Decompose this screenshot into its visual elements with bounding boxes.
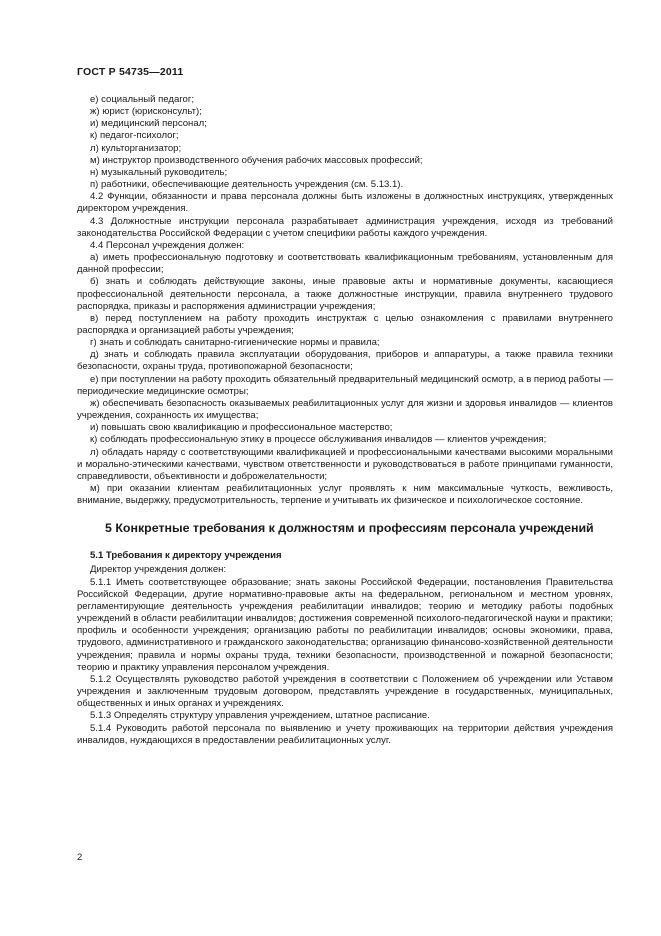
requirement-item: к) соблюдать профессиональную этику в процессе обслуживания инвалидов — клиентов учреждения; <box>90 434 547 446</box>
document-header: ГОСТ Р 54735—2011 <box>77 66 184 78</box>
list-item: к) педагог-психолог; <box>90 130 179 142</box>
section-heading: 5 Конкретные требования к должностям и профессиям персонала учреждений <box>105 521 594 536</box>
list-item: н) музыкальный руководитель; <box>90 166 228 178</box>
list-item: п) работники, обеспечивающие деятельность учреждения (см. 5.13.1). <box>90 179 404 191</box>
requirement-item: л) обладать наряду с соответствующими квалификацией и профессиональными качествами высокими моральными и морально-этическими качествами, чувством ответственности и руководствоваться в работе принципами гуманности, справедливости, объективности и доброжелательности; <box>77 446 613 482</box>
list-item: м) инструктор производственного обучения рабочих массовых профессий; <box>90 154 423 166</box>
requirement-item: а) иметь профессиональную подготовку и соответствовать квалификационным требованиям, установленным для данной профессии; <box>77 252 613 276</box>
section-lead: Директор учреждения должен: <box>90 564 227 576</box>
clause-4-3: 4.3 Должностные инструкции персонала разрабатывает администрация учреждения, исходя из требований законодательства Российской Федерации с учетом специфики работы каждого учреждения. <box>77 215 613 239</box>
page-body <box>77 94 613 747</box>
clause-4-2: 4.2 Функции, обязанности и права персонала должны быть изложены в должностных инструкциях, утвержденных директором учреждения. <box>77 191 613 215</box>
clause-5-1-4: 5.1.4 Руководить работой персонала по выявлению и учету проживающих на территории действия учреждения инвалидов, нуждающихся в предоставлении реабилитационных услуг. <box>77 722 613 746</box>
clause-5-1-3: 5.1.3 Определять структуру управления учреждением, штатное расписание. <box>90 710 430 722</box>
requirement-item: е) при поступлении на работу проходить обязательный предварительный медицинский осмотр, а в период работы — периодические медицинские осмотры; <box>77 373 613 397</box>
requirement-item: г) знать и соблюдать санитарно-гигиенические нормы и правила; <box>90 337 380 349</box>
page-number: 2 <box>77 852 83 863</box>
clause-4-4: 4.4 Персонал учреждения должен: <box>90 239 245 251</box>
requirement-item: ж) обеспечивать безопасность оказываемых реабилитационных услуг для жизни и здоровья инвалидов — клиентов учреждения, сохранность их имущества; <box>77 397 613 422</box>
list-item: л) культорганизатор; <box>90 142 182 154</box>
clause-5-1-2: 5.1.2 Осуществлять руководство работой учреждения в соответствии с Положением об учреждении или Уставом учреждения и заключенным трудовым договором, представлять учреждение в государственных, муниципальных, общественных и иных органах и учреждениях. <box>77 673 613 710</box>
requirement-item: м) при оказании клиентам реабилитационных услуг проявлять к ним максимальные чуткость, вежливость, внимание, выдержку, предусмотрительность, терпение и учитывать их физическое и психологическое состояние. <box>77 483 613 507</box>
clause-5-1-1: 5.1.1 Иметь соответствующее образование; знать законы Российской Федерации, постановления Правительства Российской Федерации, другие нормативно-правовые акты на федеральном, региональном и местном уровнях, регламентирующие деятельность учреждения реабилитации инвалидов; теорию и методику работы подобных учреждений в области реабилитации инвалидов; достижения современной психолого-педагогической науки и практики; профиль и особенности учреждения; организацию работы по реабилитации инвалидов; основы экономики, права, трудового, административного и гражданского законодательства; организацию финансово-хозяйственной деятельности учреждения; правила и нормы охраны труда, техники безопасности, производственной и пожарной безопасности; теорию и практику управления персоналом учреждения. <box>77 576 613 673</box>
requirement-item: д) знать и соблюдать правила эксплуатации оборудования, приборов и аппаратуры, а также правила техники безопасности, охраны труда, противопожарной безопасности; <box>77 349 613 373</box>
list-item: е) социальный педагог; <box>90 94 194 105</box>
requirement-item: в) перед поступлением на работу проходить инструктаж с целью ознакомления с правилами внутреннего распорядка и организацией работы учреждения; <box>77 312 613 336</box>
list-item: и) медицинский персонал; <box>90 118 207 130</box>
requirement-item: б) знать и соблюдать действующие законы, иные правовые акты и нормативные документы, касающиеся профессиональной деятельности персонала, а также должностные инструкции, правила внутреннего трудового распорядка, приказы и распоряжения администрации учреждения; <box>77 276 613 312</box>
subsection-heading: 5.1 Требования к директору учреждения <box>90 550 282 562</box>
requirement-item: и) повышать свою квалификацию и профессиональное мастерство; <box>90 422 393 434</box>
list-item: ж) юрист (юрисконсульт); <box>90 106 202 118</box>
